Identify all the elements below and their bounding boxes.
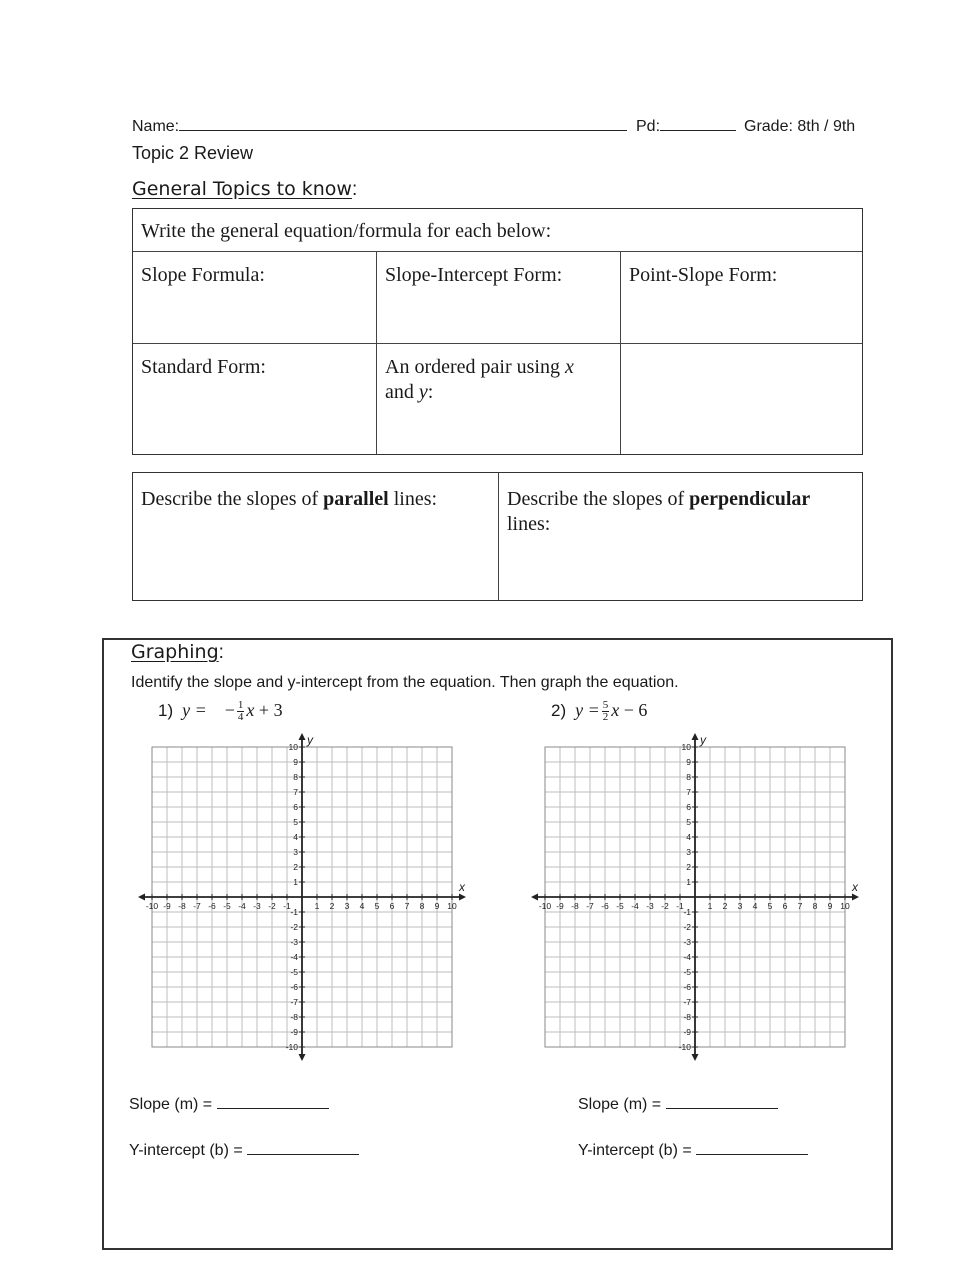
parallel-bold: parallel <box>323 488 389 510</box>
x-tick-label: -5 <box>223 901 231 911</box>
graphing-instruction: Identify the slope and y-intercept from the equation. Then graph the equation. <box>131 674 679 691</box>
x-tick-label: 2 <box>329 901 335 911</box>
perpendicular-lines-cell[interactable] <box>499 481 859 543</box>
intercept-label: Y-intercept (b) = <box>129 1142 243 1159</box>
y-tick-label: 9 <box>686 757 691 767</box>
frac-num: 1 <box>237 699 244 712</box>
x-tick-label: 8 <box>419 901 425 911</box>
y-tick-label: -9 <box>683 1027 691 1037</box>
x-arrow-left-icon <box>138 894 145 901</box>
problem-number: 1) <box>158 701 174 720</box>
y-tick-label: 1 <box>686 877 691 887</box>
y-tick-label: 9 <box>293 757 298 767</box>
y-tick-label: 4 <box>293 832 298 842</box>
x-tick-label: -8 <box>571 901 579 911</box>
y-tick-label: -2 <box>290 922 298 932</box>
y-tick-label: -2 <box>683 922 691 932</box>
x-tick-label: 5 <box>374 901 380 911</box>
x-tick-label: 3 <box>737 901 743 911</box>
intercept-answer-2[interactable] <box>578 1142 808 1160</box>
x-tick-label: -10 <box>145 901 159 911</box>
y-tick-label: 2 <box>686 862 691 872</box>
x-tick-label: -7 <box>193 901 201 911</box>
x-tick-label: -8 <box>178 901 186 911</box>
eq-var: x <box>246 700 255 720</box>
coordinate-grid-2[interactable] <box>523 730 868 1065</box>
slope-formula-cell[interactable]: Slope Formula: <box>141 264 265 286</box>
y-tick-label: 3 <box>293 847 298 857</box>
x-tick-label: -3 <box>646 901 654 911</box>
y-tick-label: -7 <box>290 997 298 1007</box>
x-tick-label: 5 <box>767 901 773 911</box>
x-tick-label: -10 <box>538 901 552 911</box>
y-tick-label: 6 <box>293 802 298 812</box>
perp-text: Describe the slopes of <box>507 488 690 510</box>
y-tick-label: -10 <box>285 1042 298 1052</box>
intercept-blank[interactable] <box>696 1154 808 1155</box>
y-tick-label: -1 <box>683 907 691 917</box>
frac-den: 2 <box>602 711 609 724</box>
y-tick-label: -1 <box>290 907 298 917</box>
y-arrow-down-icon <box>299 1054 306 1061</box>
y-tick-label: 2 <box>293 862 298 872</box>
x-tick-label: -7 <box>586 901 594 911</box>
y-tick-label: -4 <box>290 952 298 962</box>
x-tick-label: -6 <box>208 901 216 911</box>
y-tick-label: 5 <box>686 817 691 827</box>
coordinate-grid-1[interactable] <box>130 730 475 1065</box>
eq-lhs: y = <box>575 700 600 720</box>
ordered-pair-cell[interactable] <box>377 349 617 411</box>
y-tick-label: 10 <box>288 742 298 752</box>
x-tick-label: 6 <box>389 901 395 911</box>
y-axis-label: y <box>700 733 706 747</box>
y-arrow-up-icon <box>692 733 699 740</box>
point-slope-cell[interactable]: Point-Slope Form: <box>629 264 778 286</box>
table-header-cell: Write the general equation/formula for each below: <box>141 220 552 242</box>
standard-form-cell[interactable]: Standard Form: <box>141 356 266 378</box>
pd-blank[interactable] <box>660 130 736 131</box>
parallel-text-2: lines: <box>388 488 438 510</box>
eq-sign: − <box>224 700 235 720</box>
slope-label: Slope (m) = <box>129 1096 213 1113</box>
eq-rest: − 6 <box>623 700 648 720</box>
x-tick-label: -3 <box>253 901 261 911</box>
y-tick-label: -8 <box>683 1012 691 1022</box>
table-divider <box>133 251 862 252</box>
y-tick-label: 7 <box>686 787 691 797</box>
table-divider <box>133 343 862 344</box>
y-tick-label: 5 <box>293 817 298 827</box>
y-tick-label: -10 <box>678 1042 691 1052</box>
y-tick-label: -9 <box>290 1027 298 1037</box>
x-tick-label: 3 <box>344 901 350 911</box>
x-tick-label: 7 <box>797 901 803 911</box>
eq-lhs: y = <box>182 700 207 720</box>
y-tick-label: -7 <box>683 997 691 1007</box>
x-tick-label: -5 <box>616 901 624 911</box>
x-tick-label: -4 <box>631 901 639 911</box>
x-tick-label: 8 <box>812 901 818 911</box>
x-tick-label: -9 <box>556 901 564 911</box>
name-blank[interactable] <box>179 130 627 131</box>
graphing-colon: : <box>218 642 224 663</box>
x-tick-label: 4 <box>752 901 758 911</box>
y-tick-label: -6 <box>290 982 298 992</box>
y-tick-label: -5 <box>290 967 298 977</box>
intercept-blank[interactable] <box>247 1154 359 1155</box>
perp-text-2: lines: <box>507 513 551 535</box>
page-subtitle: Topic 2 Review <box>132 143 254 163</box>
x-tick-label: 7 <box>404 901 410 911</box>
x-tick-label: 10 <box>447 901 457 911</box>
equation-2 <box>551 700 647 723</box>
equation-1 <box>158 700 283 723</box>
intercept-answer-1[interactable] <box>129 1142 359 1160</box>
y-tick-label: -3 <box>683 937 691 947</box>
slope-blank[interactable] <box>217 1108 329 1109</box>
y-tick-label: 3 <box>686 847 691 857</box>
graphing-title: Graphing <box>131 641 219 663</box>
x-tick-label: 1 <box>314 901 320 911</box>
y-tick-label: 4 <box>686 832 691 842</box>
y-tick-label: -6 <box>683 982 691 992</box>
x-tick-label: 2 <box>722 901 728 911</box>
x-tick-label: -2 <box>268 901 276 911</box>
pd-field[interactable] <box>636 118 736 136</box>
y-tick-label: -4 <box>683 952 691 962</box>
slopes-table <box>132 472 863 601</box>
name-field[interactable] <box>132 118 627 136</box>
general-topics-heading <box>132 178 357 201</box>
ordered-pair-text: An ordered pair using <box>385 356 565 378</box>
grade-label: Grade: 8th / 9th <box>744 118 856 135</box>
x-tick-label: 9 <box>434 901 440 911</box>
y-tick-label: 8 <box>686 772 691 782</box>
x-axis-label: x <box>459 880 465 894</box>
x-tick-label: -6 <box>601 901 609 911</box>
slope-intercept-cell[interactable]: Slope-Intercept Form: <box>385 264 563 286</box>
slope-answer-2[interactable] <box>578 1096 778 1114</box>
name-label: Name: <box>132 118 180 135</box>
x-tick-label: 6 <box>782 901 788 911</box>
x-arrow-right-icon <box>459 894 466 901</box>
x-tick-label: -1 <box>283 901 291 911</box>
empty-cell[interactable] <box>621 349 861 449</box>
formula-table <box>132 208 863 455</box>
x-tick-label: 9 <box>827 901 833 911</box>
eq-rest: + 3 <box>258 700 283 720</box>
y-tick-label: -5 <box>683 967 691 977</box>
graphing-heading <box>131 641 224 664</box>
slope-label: Slope (m) = <box>578 1096 662 1113</box>
problem-number: 2) <box>551 701 567 720</box>
x-arrow-right-icon <box>852 894 859 901</box>
y-tick-label: 10 <box>681 742 691 752</box>
x-arrow-left-icon <box>531 894 538 901</box>
intercept-label: Y-intercept (b) = <box>578 1142 692 1159</box>
eq-var: x <box>611 700 620 720</box>
ordered-pair-text-2: and <box>385 381 419 403</box>
slope-blank[interactable] <box>666 1108 778 1109</box>
frac-num: 5 <box>602 699 609 712</box>
eq-fraction <box>237 700 245 723</box>
y-axis-label: y <box>307 733 313 747</box>
x-axis-label: x <box>852 880 858 894</box>
parallel-text: Describe the slopes of <box>141 488 324 510</box>
y-tick-label: 7 <box>293 787 298 797</box>
y-tick-label: -8 <box>290 1012 298 1022</box>
x-tick-label: -1 <box>676 901 684 911</box>
x-tick-label: 10 <box>840 901 850 911</box>
y-tick-label: 8 <box>293 772 298 782</box>
eq-fraction <box>602 700 610 723</box>
y-tick-label: -3 <box>290 937 298 947</box>
y-tick-label: 1 <box>293 877 298 887</box>
parallel-lines-cell[interactable] <box>133 481 493 518</box>
x-tick-label: 1 <box>707 901 713 911</box>
x-tick-label: 4 <box>359 901 365 911</box>
y-arrow-down-icon <box>692 1054 699 1061</box>
general-topics-title: General Topics to know <box>132 178 352 200</box>
slope-answer-1[interactable] <box>129 1096 329 1114</box>
y-arrow-up-icon <box>299 733 306 740</box>
x-tick-label: -2 <box>661 901 669 911</box>
ordered-pair-y: y <box>418 381 428 403</box>
x-tick-label: -4 <box>238 901 246 911</box>
perp-bold: perpendicular <box>689 488 811 510</box>
x-tick-label: -9 <box>163 901 171 911</box>
general-topics-colon: : <box>351 179 358 200</box>
pd-label: Pd: <box>636 118 661 135</box>
ordered-pair-colon: : <box>427 381 434 403</box>
frac-den: 4 <box>237 711 244 724</box>
y-tick-label: 6 <box>686 802 691 812</box>
ordered-pair-x: x <box>564 356 574 378</box>
